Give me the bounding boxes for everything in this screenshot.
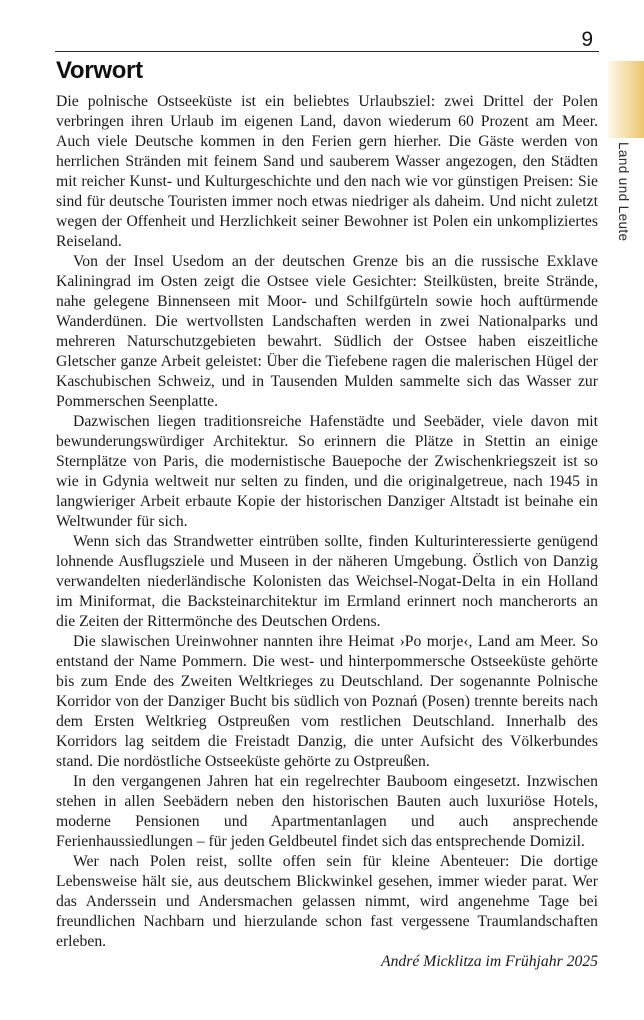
- section-tab-color-swatch: [608, 61, 644, 138]
- paragraph-7: Wer nach Polen reist, sollte offen sein für kleine Abenteuer: Die dortige Lebensweise hält sie, aus deutschem Blickwinkel gesehen, immer wieder parat. Wer das Anderssein und Andersmachen gelassen nimmt, wird angenehme Tage bei freundlichen Nachbarn und hierzulande schon fast vergessene Traumlandschaften erleben.: [56, 853, 598, 950]
- page-title: Vorwort: [56, 57, 143, 84]
- paragraph-1: Die polnische Ostseeküste ist ein beliebtes Urlaubsziel: zwei Drittel der Polen verbringen ihren Urlaub im eigenen Land, davon wiederum 60 Prozent am Meer. Auch viele Deutsche kommen in den Ferien gern hierher. Die Gäste werden von herrlichen Stränden mit feinem Sand und sauberem Wasser angezogen, den Städten mit reicher Kunst- und Kulturgeschichte und den nach wie vor günstigen Preisen: Sie sind für deutsche Touristen immer noch etwas niedriger als daheim. Und nicht zuletzt wegen der Offenheit und Herzlichkeit seiner Bewohner ist Polen ein unkompliziertes Reiseland.: [56, 93, 598, 250]
- preface-body: [56, 92, 598, 972]
- paragraph-6: In den vergangenen Jahren hat ein regelrechter Bauboom eingesetzt. Inzwischen stehen in allen Seebädern neben den historischen Bauten auch luxuriöse Hotels, moderne Pensionen und Apartmentanlagen und auch ansprechende Ferienhaussiedlungen – für jeden Geldbeutel findet sich das entsprechende Domizil.: [56, 773, 598, 850]
- paragraph-5: Die slawischen Ureinwohner nannten ihre Heimat ›Po morje‹, Land am Meer. So entstand der Name Pommern. Die west- und hinterpommersche Ostseeküste gehörte bis zum Ende des Zweiten Weltkrieges zu Deutschland. Der sogenannte Polnische Korridor von der Danziger Bucht bis südlich von Poznań (Posen) trennte bereits nach dem Ersten Weltkrieg Ostpreußen vom restlichen Deutschland. Innerhalb des Korridors lag seitdem die Freistadt Danzig, die unter Aufsicht des Völkerbundes stand. Die nordöstliche Ostseeküste gehörte zu Ostpreußen.: [56, 633, 598, 770]
- paragraph-4: Wenn sich das Strandwetter eintrüben sollte, finden Kulturinteressierte genügend lohnende Ausflugsziele und Museen in der näheren Umgebung. Östlich von Danzig verwandelten niederländische Kolonisten das Weichsel-Nogat-Delta in ein Holland im Miniformat, die Backsteinarchitektur im Ermland erinnert noch mancherorts an die Zeiten der Rittermönche des Deutschen Ordens.: [56, 533, 598, 630]
- paragraph-3: Dazwischen liegen traditionsreiche Hafenstädte und Seebäder, viele davon mit bewunderungswürdiger Architektur. So erinnern die Plätze in Stettin an einige Sternplätze von Paris, die modernistische Bauepoche der Zwischenkriegszeit ist so wie in Gdynia weltweit nur selten zu finden, und die originalgetreue, nach 1945 in langwieriger Arbeit erbaute Kopie der historischen Danziger Altstadt ist beinahe ein Weltwunder für sich.: [56, 413, 598, 530]
- page-number: 9: [581, 28, 593, 51]
- author-signature: André Micklitza im Frühjahr 2025: [381, 953, 598, 970]
- paragraph-2: Von der Insel Usedom an der deutschen Grenze bis an die russische Exklave Kaliningrad im Osten zeigt die Ostsee viele Gesichter: Steilküsten, breite Strände, nahe gelegene Binnenseen mit Moor- und Schilfgürteln sowie hoch auftürmende Wanderdünen. Die wertvollsten Landschaften werden in zwei Nationalparks und mehreren Naturschutzgebieten bewahrt. Südlich der Ostsee haben eiszeitliche Gletscher ganze Arbeit geleistet: Über die Tiefebene ragen die malerischen Hügel der Kaschubischen Schweiz, und in Tausenden Mulden sammelte sich das Wasser zur Pommerschen Seenplatte.: [56, 253, 598, 410]
- header-rule: [55, 51, 599, 52]
- section-tab-label: Land und Leute: [616, 142, 631, 242]
